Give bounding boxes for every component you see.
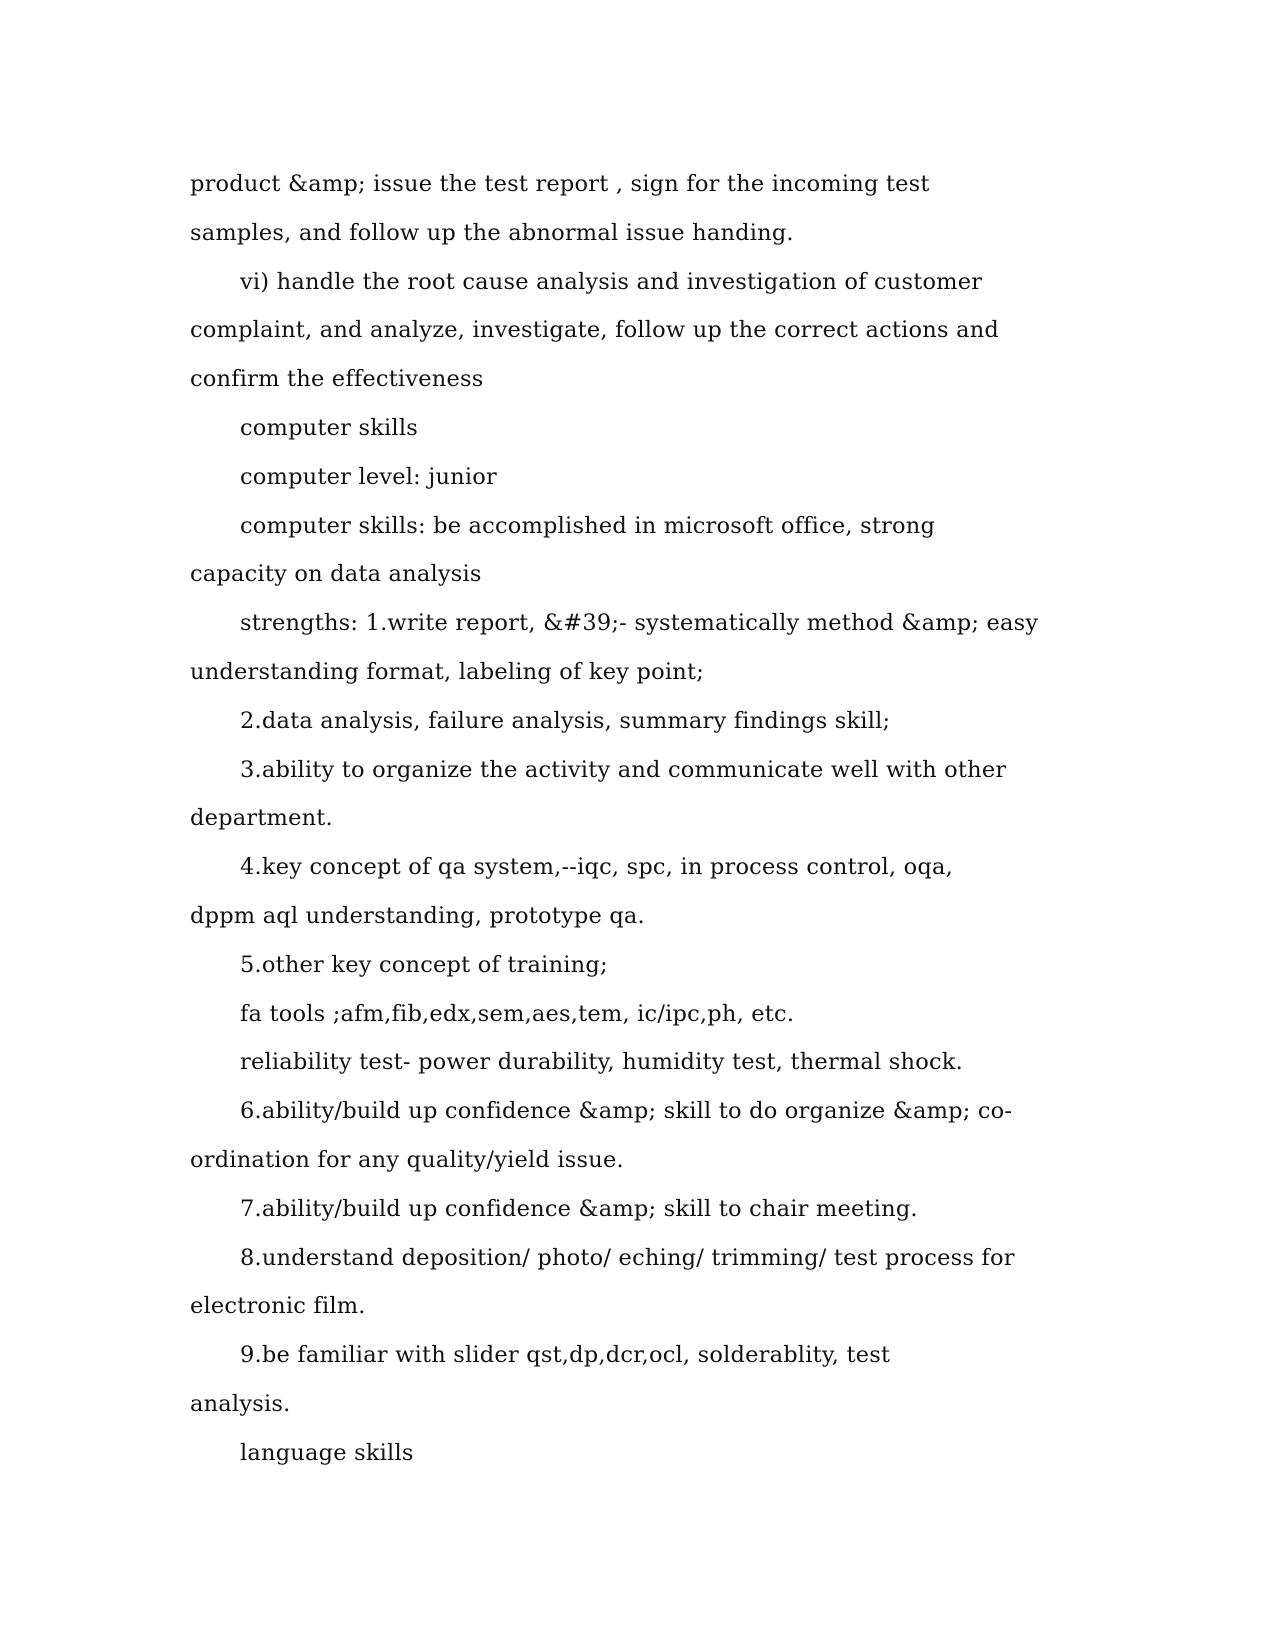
text-line: department. bbox=[190, 805, 333, 832]
text-line: product &amp; issue the test report , sign for the incoming test bbox=[190, 171, 930, 197]
text-line: capacity on data analysis bbox=[190, 561, 482, 588]
text-line: 3.ability to organize the activity and communicate well with other bbox=[240, 756, 1007, 783]
text-line: 7.ability/build up confidence &amp; skill to chair meeting. bbox=[240, 1195, 918, 1222]
section-heading: language skills bbox=[240, 1439, 414, 1466]
text-line: understanding format, labeling of key point; bbox=[190, 658, 704, 685]
text-line: 8.understand deposition/ photo/ eching/ trimming/ test process for bbox=[240, 1244, 1015, 1271]
text-line: samples, and follow up the abnormal issue handing. bbox=[190, 219, 794, 246]
text-line: 5.other key concept of training; bbox=[240, 951, 608, 978]
document-body bbox=[190, 160, 1070, 1478]
text-line: complaint, and analyze, investigate, follow up the correct actions and bbox=[190, 317, 1000, 344]
text-line: dppm aql understanding, prototype qa. bbox=[190, 902, 645, 929]
text-line: computer level: junior bbox=[240, 463, 497, 490]
text-line: vi) handle the root cause analysis and investigation of customer bbox=[240, 268, 983, 295]
section-heading: computer skills bbox=[240, 414, 418, 441]
text-line: analysis. bbox=[190, 1390, 291, 1417]
text-line: 2.data analysis, failure analysis, summary findings skill; bbox=[240, 707, 891, 734]
text-line: fa tools ;afm,fib,edx,sem,aes,tem, ic/ipc,ph, etc. bbox=[240, 1000, 795, 1027]
text-line: 4.key concept of qa system,--iqc, spc, in process control, oqa, bbox=[240, 854, 953, 881]
text-line: electronic film. bbox=[190, 1293, 366, 1320]
text-line: reliability test- power durability, humidity test, thermal shock. bbox=[240, 1049, 963, 1076]
text-line: ordination for any quality/yield issue. bbox=[190, 1146, 624, 1173]
text-line: computer skills: be accomplished in microsoft office, strong bbox=[240, 512, 936, 539]
text-line: 6.ability/build up confidence &amp; skill to do organize &amp; co- bbox=[240, 1098, 1013, 1125]
text-line: 9.be familiar with slider qst,dp,dcr,ocl, solderablity, test bbox=[240, 1342, 891, 1369]
text-line: strengths: 1.write report, &#39;- systematically method &amp; easy bbox=[240, 610, 1039, 637]
text-line: confirm the effectiveness bbox=[190, 366, 484, 393]
